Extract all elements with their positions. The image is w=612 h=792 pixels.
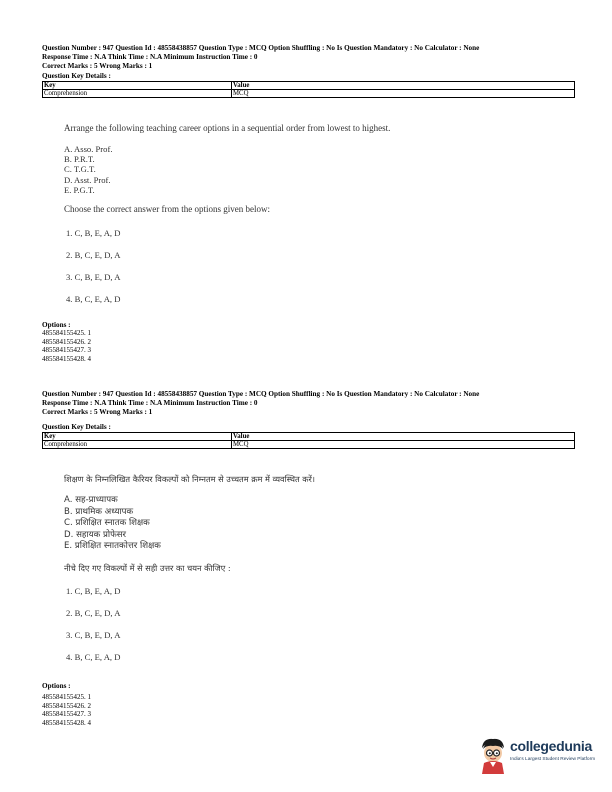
- brand-tagline: India's Largest Student Review Platform: [510, 757, 596, 762]
- marks-line: Correct Marks : 5 Wrong Marks : 1: [42, 408, 153, 417]
- question-header-1: [42, 44, 577, 98]
- option-id: 485584155428. 4: [42, 719, 91, 728]
- option-id: 485584155427. 3: [42, 710, 91, 719]
- list-item: B. P.R.T.: [64, 154, 95, 165]
- response-time-line: Response Time : N.A Think Time : N.A Minimum Instruction Time : 0: [42, 399, 258, 408]
- option-id: 485584155427. 3: [42, 346, 91, 355]
- list-item: D. Asst. Prof.: [64, 174, 111, 185]
- list-item: A. सह-प्राध्यापक: [64, 495, 118, 505]
- question-header-2: [42, 390, 577, 449]
- key-cell: Comprehension: [43, 441, 232, 449]
- collegedunia-logo[interactable]: [477, 736, 607, 776]
- options-label: Options :: [42, 682, 71, 690]
- choice-1: 1. C, B, E, A, D: [66, 228, 121, 239]
- student-mascot-icon: [477, 736, 509, 774]
- options-section-2: [42, 682, 577, 728]
- key-table: [42, 81, 575, 99]
- value-cell: MCQ: [232, 441, 575, 449]
- question-text: Arrange the following teaching career options in a sequential order from lowest to highest.: [64, 123, 391, 133]
- choice-list: [64, 574, 574, 664]
- list-item: C. प्रशिक्षित स्नातक शिक्षक: [64, 518, 150, 529]
- key-cell: Comprehension: [43, 90, 232, 98]
- list-item: E. प्रशिक्षित स्नातकोत्तर शिक्षक: [64, 541, 161, 552]
- value-column-header: Value: [232, 81, 575, 89]
- option-id: 485584155426. 2: [42, 701, 91, 710]
- key-details-label: Question Key Details :: [42, 422, 111, 431]
- question-body-1: [64, 123, 574, 305]
- question-meta-line: Question Number : 947 Question Id : 48558438857 Question Type : MCQ Option Shuffling : No Is Question Mandatory : No Calculator : None: [42, 44, 480, 52]
- options-label: Options :: [42, 321, 71, 329]
- question-meta-line: Question Number : 947 Question Id : 48558438857 Question Type : MCQ Option Shuffling : No Is Question Mandatory : No Calculator : None: [42, 390, 480, 398]
- question-body-2: [64, 474, 574, 664]
- response-time-line: Response Time : N.A Think Time : N.A Minimum Instruction Time : 0: [42, 53, 258, 62]
- option-id: 485584155425. 1: [42, 329, 91, 337]
- option-id: 485584155425. 1: [42, 693, 91, 701]
- key-details-label: Question Key Details :: [42, 71, 111, 80]
- choice-3: 3. C, B, E, D, A: [66, 272, 121, 283]
- key-column-header: Key: [43, 432, 232, 440]
- choice-4: 4. B, C, E, A, D: [66, 294, 121, 305]
- choice-3: 3. C, B, E, D, A: [66, 629, 121, 640]
- choice-list: [64, 215, 574, 305]
- choose-instruction: नीचे दिए गए विकल्पों में से सही उत्तर का चयन कीजिए :: [64, 562, 231, 573]
- marks-line: Correct Marks : 5 Wrong Marks : 1: [42, 62, 153, 71]
- list-item: A. Asso. Prof.: [64, 144, 113, 154]
- option-id: 485584155428. 4: [42, 355, 91, 364]
- value-cell: MCQ: [232, 90, 575, 98]
- option-id: 485584155426. 2: [42, 337, 91, 346]
- list-item: B. प्राथमिक अध्यापक: [64, 506, 134, 517]
- choice-2: 2. B, C, E, D, A: [66, 607, 121, 618]
- choice-2: 2. B, C, E, D, A: [66, 250, 121, 261]
- brand-name: collegedunia: [510, 738, 592, 754]
- choice-4: 4. B, C, E, A, D: [66, 651, 121, 662]
- choice-1: 1. C, B, E, A, D: [66, 585, 121, 596]
- item-list: [64, 495, 574, 553]
- options-section-1: [42, 321, 577, 364]
- item-list: [64, 144, 574, 195]
- value-column-header: Value: [232, 432, 575, 440]
- list-item: C. T.G.T.: [64, 164, 96, 175]
- list-item: D. सहायक प्रोफेसर: [64, 529, 127, 540]
- key-table: [42, 432, 575, 450]
- key-column-header: Key: [43, 81, 232, 89]
- question-text: शिक्षण के निम्नलिखित कैरियर विकल्पों को निम्नतम से उच्चतम क्रम में व्यवस्थित करें।: [64, 474, 315, 484]
- choose-instruction: Choose the correct answer from the options given below:: [64, 204, 270, 215]
- list-item: E. P.G.T.: [64, 184, 95, 195]
